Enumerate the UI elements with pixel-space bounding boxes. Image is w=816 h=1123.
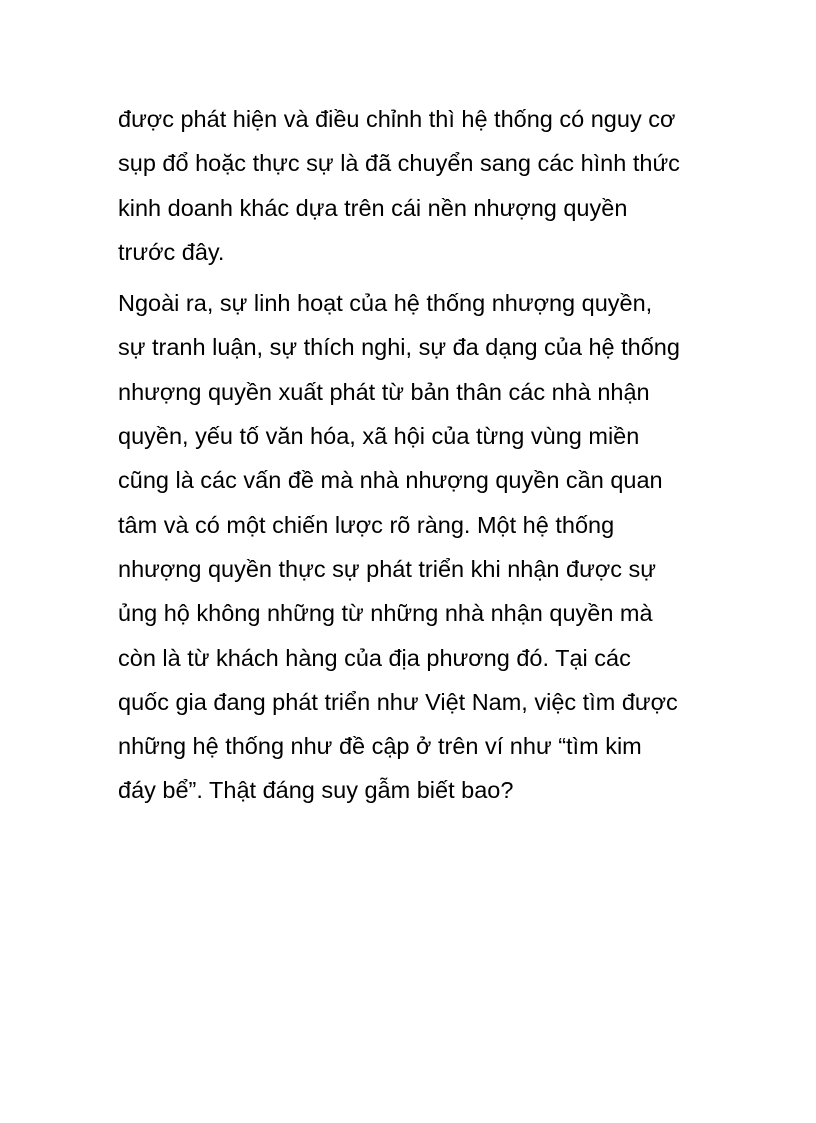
text-line: Ngoài ra, sự linh hoạt của hệ thống nhượng quyền, xyxy=(118,290,653,317)
text-line: sự tranh luận, sự thích nghi, sự đa dạng của hệ thống xyxy=(118,334,680,361)
text-line: đáy bể”. Thật đáng suy gẫm biết bao? xyxy=(118,777,514,804)
text-line: được phát hiện và điều chỉnh thì hệ thống có nguy cơ xyxy=(118,106,676,132)
text-line: trước đây. xyxy=(118,238,225,265)
text-line: quyền, yếu tố văn hóa, xã hội của từng vùng miền xyxy=(118,423,640,450)
text-line: nhượng quyền xuất phát từ bản thân các nhà nhận xyxy=(118,378,650,405)
text-line: cũng là các vấn đề mà nhà nhượng quyền cần quan xyxy=(118,467,663,494)
paragraph-2 xyxy=(118,281,718,813)
text-line: còn là từ khách hàng của địa phương đó. Tại các xyxy=(118,644,631,671)
text-line: ủng hộ không những từ những nhà nhận quyền mà xyxy=(118,600,653,627)
text-line: những hệ thống như đề cập ở trên ví như “tìm kim xyxy=(118,733,642,760)
paragraph-1 xyxy=(118,97,718,274)
body-text xyxy=(118,97,718,813)
text-line: kinh doanh khác dựa trên cái nền nhượng quyền xyxy=(118,194,628,221)
text-line: tâm và có một chiến lược rõ ràng. Một hệ thống xyxy=(118,511,615,538)
text-line: quốc gia đang phát triển như Việt Nam, việc tìm được xyxy=(118,688,678,715)
paragraph-spacer xyxy=(118,274,718,281)
text-line: sụp đổ hoặc thực sự là đã chuyển sang các hình thức xyxy=(118,150,680,177)
text-line: nhượng quyền thực sự phát triển khi nhận được sự xyxy=(118,555,656,582)
